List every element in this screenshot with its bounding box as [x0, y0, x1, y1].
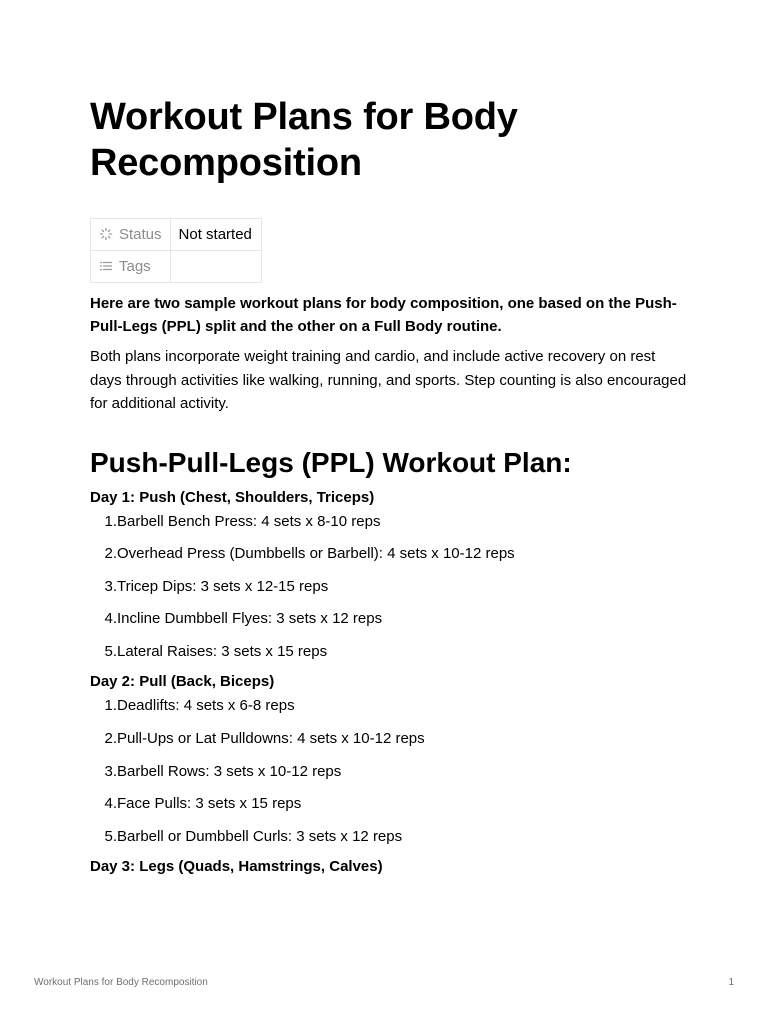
list-item-text: Lateral Raises: 3 sets x 15 reps	[117, 642, 328, 660]
list-number: 3.	[104, 577, 117, 595]
list-item-text: Barbell Rows: 3 sets x 10-12 reps	[117, 762, 342, 780]
intro-bold-paragraph: Here are two sample workout plans for body composition, one based on the Push-Pull-Legs (PPL) split and the other on a Full Body routine.	[90, 295, 677, 335]
status-spinner-icon	[99, 227, 113, 241]
list-item	[90, 609, 690, 629]
list-item	[90, 512, 690, 532]
day-heading: Day 2: Pull (Back, Biceps)	[90, 673, 275, 691]
tags-value[interactable]	[170, 251, 261, 283]
status-value[interactable]: Not started	[170, 219, 261, 251]
list-item	[90, 544, 690, 564]
footer-page-number: 1	[728, 977, 734, 988]
property-key-label: Tags	[119, 258, 151, 275]
list-item	[90, 696, 690, 716]
day-heading: Day 3: Legs (Quads, Hamstrings, Calves)	[90, 858, 383, 876]
document-content	[90, 94, 690, 877]
page-title: Workout Plans for Body Recomposition	[90, 96, 518, 184]
list-number: 3.	[104, 762, 117, 780]
property-row-status	[91, 219, 262, 251]
list-item-text: Overhead Press (Dumbbells or Barbell): 4 sets x 10-12 reps	[117, 545, 515, 563]
section-heading: Push-Pull-Legs (PPL) Workout Plan:	[90, 446, 572, 478]
list-number: 1.	[104, 512, 117, 530]
property-row-tags	[91, 251, 262, 283]
list-number: 2.	[104, 730, 117, 748]
properties-table	[90, 218, 262, 283]
footer-doc-title: Workout Plans for Body Recomposition	[34, 977, 208, 988]
exercise-list	[90, 512, 690, 662]
list-item-text: Face Pulls: 3 sets x 15 reps	[117, 795, 302, 813]
list-item-text: Barbell or Dumbbell Curls: 3 sets x 12 reps	[117, 827, 403, 845]
property-key-label: Status	[119, 226, 162, 243]
list-item	[90, 577, 690, 597]
list-number: 5.	[104, 642, 117, 660]
list-number: 2.	[104, 545, 117, 563]
intro-paragraph: Both plans incorporate weight training and cardio, and include active recovery on rest days through activities like walking, running, and sports. Step counting is also encouraged for additional activity.	[90, 348, 687, 412]
property-key-status	[91, 219, 171, 251]
list-item	[90, 794, 690, 814]
list-number: 4.	[104, 610, 117, 628]
list-item	[90, 762, 690, 782]
list-number: 1.	[104, 697, 117, 715]
day-heading: Day 1: Push (Chest, Shoulders, Triceps)	[90, 488, 375, 506]
list-item	[90, 729, 690, 749]
list-item	[90, 642, 690, 662]
list-item-text: Pull-Ups or Lat Pulldowns: 4 sets x 10-12 reps	[117, 730, 425, 748]
list-item-text: Tricep Dips: 3 sets x 12-15 reps	[117, 577, 329, 595]
list-number: 4.	[104, 795, 117, 813]
list-item-text: Incline Dumbbell Flyes: 3 sets x 12 reps	[117, 610, 383, 628]
list-item	[90, 827, 690, 847]
list-item-text: Barbell Bench Press: 4 sets x 8-10 reps	[117, 512, 381, 530]
list-item-text: Deadlifts: 4 sets x 6-8 reps	[117, 697, 295, 715]
list-number: 5.	[104, 827, 117, 845]
list-icon	[99, 259, 113, 273]
exercise-list	[90, 696, 690, 846]
property-key-tags	[91, 251, 171, 283]
